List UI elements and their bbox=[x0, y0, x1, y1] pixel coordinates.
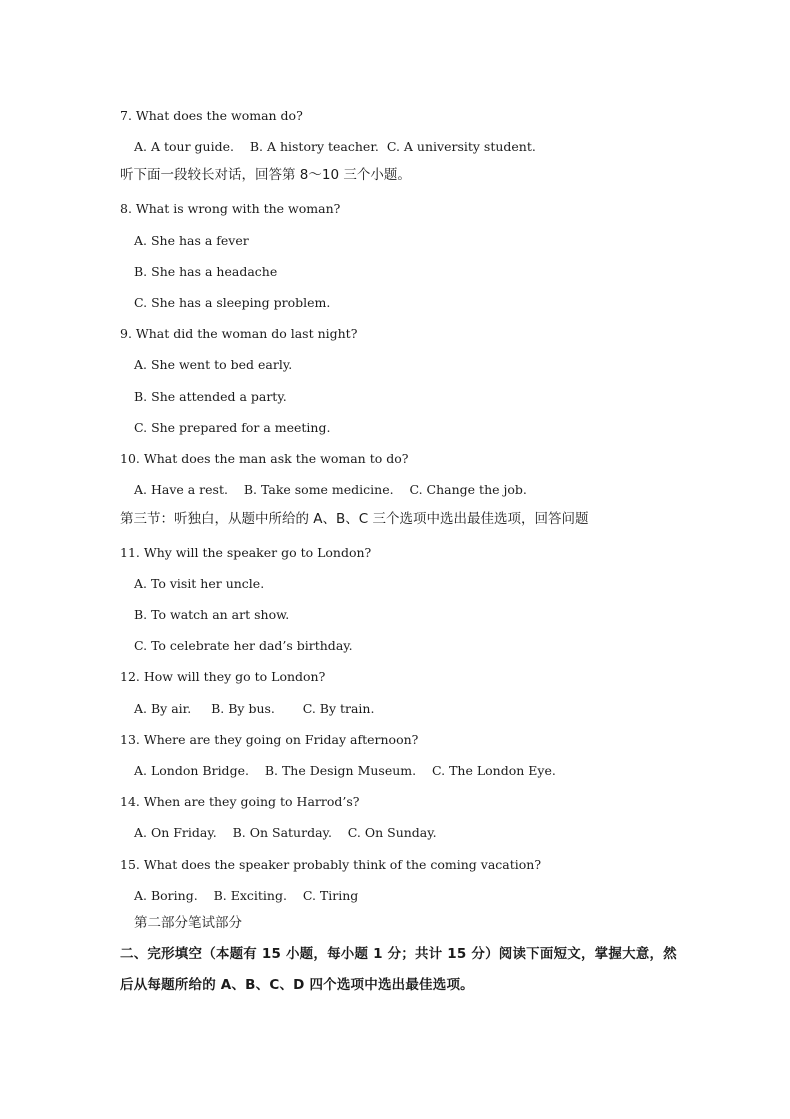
question-14-options: A. On Friday. B. On Saturday. C. On Sunday. bbox=[134, 825, 437, 840]
question-11-option-b: B. To watch an art show. bbox=[134, 607, 290, 622]
question-13: 13. Where are they going on Friday afternoon? bbox=[120, 732, 419, 747]
question-12-options: A. By air. B. By bus. C. By train. bbox=[134, 701, 375, 716]
question-8-option-c: C. She has a sleeping problem. bbox=[134, 295, 331, 310]
question-10: 10. What does the man ask the woman to do? bbox=[120, 451, 409, 466]
question-15-options: A. Boring. B. Exciting. C. Tiring bbox=[134, 888, 359, 903]
question-15: 15. What does the speaker probably think of the coming vacation? bbox=[120, 857, 542, 872]
question-8-option-b: B. She has a headache bbox=[134, 264, 278, 279]
question-9-option-b: B. She attended a party. bbox=[134, 389, 287, 404]
cloze-instruction-line-1: 二、完形填空（本题有 15 小题，每小题 1 分；共计 15 分）阅读下面短文，掌握大意，然 bbox=[120, 946, 677, 962]
question-7: 7. What does the woman do? bbox=[120, 108, 303, 123]
question-13-options: A. London Bridge. B. The Design Museum. C. The London Eye. bbox=[134, 763, 556, 778]
question-9: 9. What did the woman do last night? bbox=[120, 326, 358, 341]
section-instruction-8-10: 听下面一段较长对话，回答第 8～10 三个小题。 bbox=[120, 167, 411, 183]
question-14: 14. When are they going to Harrod’s? bbox=[120, 794, 360, 809]
question-10-options: A. Have a rest. B. Take some medicine. C. Change the job. bbox=[134, 482, 527, 497]
part-2-heading: 第二部分笔试部分 bbox=[134, 915, 242, 931]
cloze-instruction-line-2: 后从每题所给的 A、B、C、D 四个选项中选出最佳选项。 bbox=[120, 977, 474, 993]
question-9-option-c: C. She prepared for a meeting. bbox=[134, 420, 331, 435]
question-11: 11. Why will the speaker go to London? bbox=[120, 545, 372, 560]
section-3-instruction: 第三节：听独白，从题中所给的 A、B、C 三个选项中选出最佳选项，回答问题 bbox=[120, 511, 589, 527]
question-7-options: A. A tour guide. B. A history teacher. C. A university student. bbox=[134, 139, 536, 154]
question-9-option-a: A. She went to bed early. bbox=[134, 357, 293, 372]
question-11-option-c: C. To celebrate her dad’s birthday. bbox=[134, 638, 353, 653]
question-11-option-a: A. To visit her uncle. bbox=[134, 576, 265, 591]
question-8-option-a: A. She has a fever bbox=[134, 233, 249, 248]
question-8: 8. What is wrong with the woman? bbox=[120, 201, 341, 216]
question-12: 12. How will they go to London? bbox=[120, 669, 326, 684]
